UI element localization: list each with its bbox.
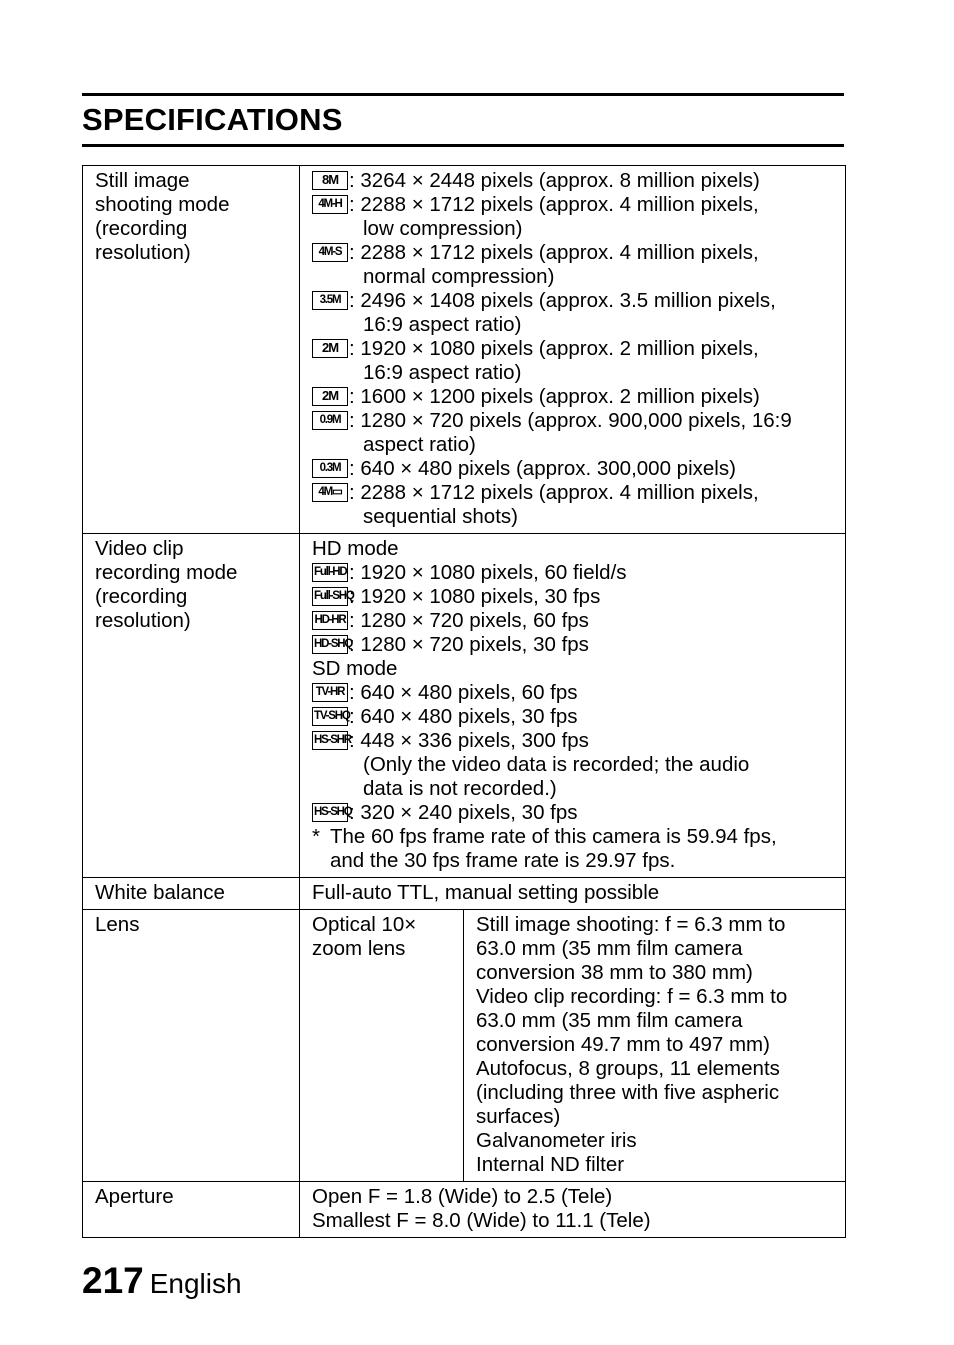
resolution-4m-h-icon: 4M-H	[312, 195, 348, 214]
specifications-table	[82, 165, 846, 1238]
video-entry-full-shq: Full-SHQ : 1920 × 1080 pixels, 30 fps	[314, 585, 601, 608]
resolution-4m-s-icon: 4M-S	[312, 243, 348, 262]
video-clip-values	[300, 534, 846, 878]
resolution-0-9m-icon: 0.9M	[312, 411, 348, 430]
high-speed-shr-icon: HS-SHR	[312, 731, 348, 750]
sequential-shots-icon: 4M▭	[312, 483, 348, 502]
sd-mode-heading: SD mode	[312, 657, 398, 680]
full-hd-icon: Full-HD	[312, 563, 348, 582]
language-label: English	[149, 1268, 242, 1299]
full-shq-icon: Full-SHQ	[312, 587, 348, 606]
resolution-2m-wide-icon: 2M	[312, 339, 348, 358]
resolution-entry-0-3m: 0.3M : 640 × 480 pixels (approx. 300,000 pixels)	[312, 457, 833, 481]
resolution-entry-3-5m: 3.5M : 2496 × 1408 pixels (approx. 3.5 million pixels, 16:9 aspect ratio)	[312, 289, 833, 337]
white-balance-value: Full-auto TTL, manual setting possible	[300, 878, 846, 910]
note-asterisk: *	[312, 825, 320, 848]
row-still-image	[83, 166, 846, 534]
row-white-balance	[83, 878, 846, 910]
video-entry-hd-shq: HD-SHQ : 1280 × 720 pixels, 30 fps	[314, 633, 589, 656]
resolution-entry-0-9m: 0.9M : 1280 × 720 pixels (approx. 900,000 pixels, 16:9 aspect ratio)	[312, 409, 833, 457]
video-entry-hs-shq: HS-SHQ : 320 × 240 pixels, 30 fps	[314, 801, 578, 824]
white-balance-label: White balance	[83, 878, 300, 910]
resolution-2m-icon: 2M	[312, 387, 348, 406]
page-footer	[82, 1258, 242, 1312]
lens-details: Still image shooting: f = 6.3 mm to 63.0 mm (35 mm film camera conversion 38 mm to 380 mm) Video clip recording: f = 6.3 mm to 63.0 mm (35 mm film camera conversion 49.7 mm to 497 mm) Autofocus, 8 groups, 11 elements (including three with five aspheric surfaces) Galvanometer iris Internal ND filter	[464, 910, 846, 1182]
hd-mode-heading: HD mode	[312, 537, 399, 560]
row-lens	[83, 910, 846, 1182]
row-video-clip	[83, 534, 846, 878]
lens-label: Lens	[83, 910, 300, 1182]
video-clip-label: Video clip recording mode (recording resolution)	[83, 534, 300, 878]
tv-shq-icon: TV-SHQ	[312, 707, 348, 726]
resolution-entry-4m-h: 4M-H : 2288 × 1712 pixels (approx. 4 million pixels, low compression)	[312, 193, 833, 241]
high-speed-shq-icon: HS-SHQ	[312, 803, 348, 822]
resolution-entry-2m-wide: 2M : 1920 × 1080 pixels (approx. 2 million pixels, 16:9 aspect ratio)	[312, 337, 833, 385]
video-entry-full-hd: Full-HD : 1920 × 1080 pixels, 60 field/s	[314, 561, 627, 584]
resolution-3-5m-icon: 3.5M	[312, 291, 348, 310]
lens-type: Optical 10× zoom lens	[300, 910, 464, 1182]
hd-hr-icon: HD-HR	[312, 611, 348, 630]
video-entry-tv-shq: TV-SHQ : 640 × 480 pixels, 30 fps	[314, 705, 578, 728]
resolution-entry-4m-s: 4M-S : 2288 × 1712 pixels (approx. 4 million pixels, normal compression)	[312, 241, 833, 289]
resolution-entry-2m: 2M : 1600 × 1200 pixels (approx. 2 million pixels)	[312, 385, 833, 409]
top-rule	[82, 93, 844, 96]
page-number: 217	[82, 1260, 144, 1301]
video-entry-hs-shr: HS-SHR : 448 × 336 pixels, 300 fps (Only the video data is recorded; the audio data is not recorded.)	[314, 729, 750, 800]
resolution-8m-icon: 8M	[312, 171, 348, 190]
row-aperture	[83, 1182, 846, 1238]
still-image-values	[300, 166, 846, 534]
resolution-0-3m-icon: 0.3M	[312, 459, 348, 478]
video-entry-hd-hr: HD-HR : 1280 × 720 pixels, 60 fps	[312, 609, 833, 633]
page-title: SPECIFICATIONS	[82, 102, 343, 137]
tv-hr-icon: TV-HR	[312, 683, 348, 702]
title-rule	[82, 144, 844, 147]
frame-rate-note: * The 60 fps frame rate of this camera is 59.94 fps, and the 30 fps frame rate is 29.97 fps.	[312, 825, 777, 872]
still-image-label: Still image shooting mode (recording resolution)	[83, 166, 300, 534]
video-entry-tv-hr: TV-HR : 640 × 480 pixels, 60 fps	[312, 681, 833, 705]
aperture-values: Open F = 1.8 (Wide) to 2.5 (Tele) Smallest F = 8.0 (Wide) to 11.1 (Tele)	[300, 1182, 846, 1238]
aperture-label: Aperture	[83, 1182, 300, 1238]
hd-shq-icon: HD-SHQ	[312, 635, 348, 654]
resolution-entry-4m-sequential: 4M▭ : 2288 × 1712 pixels (approx. 4 million pixels, sequential shots)	[312, 481, 833, 529]
resolution-entry-8m: 8M : 3264 × 2448 pixels (approx. 8 million pixels)	[312, 169, 833, 193]
